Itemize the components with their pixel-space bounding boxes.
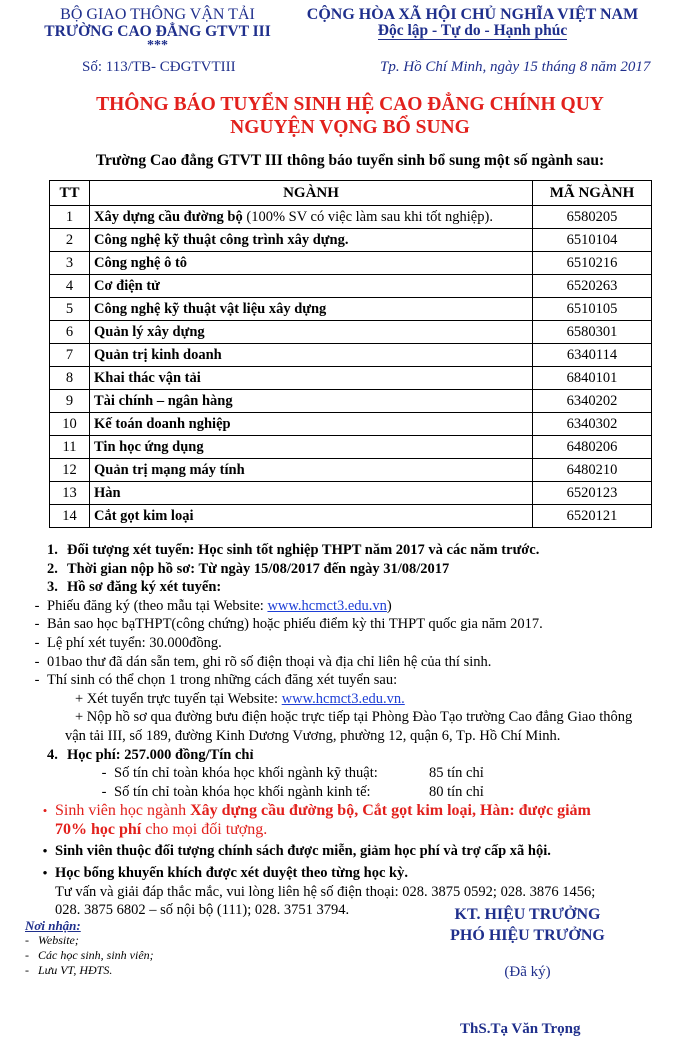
major-name-text: Quản lý xây dựng (94, 323, 205, 340)
major-code: 6340202 (533, 390, 652, 413)
doc-copy-text: Bản sao học bạTHPT(công chứng) hoặc phiếu điểm kỳ thi THPT quốc gia năm 2017. (47, 616, 543, 633)
discount-pre: Sinh viên học ngành (55, 802, 191, 820)
major-name (90, 344, 533, 367)
online-link[interactable]: www.hcmct3.edu.vn. (281, 690, 405, 707)
doc-form-pre: Phiếu đăng ký (theo mẫu tại Website: (47, 597, 268, 614)
credit-label: Số tín chỉ toàn khóa học khối ngành kỹ thuật: (114, 765, 378, 782)
title-line-1: THÔNG BÁO TUYỂN SINH HỆ CAO ĐẲNG CHÍNH QUY (96, 94, 604, 115)
doc-form-text (47, 597, 392, 616)
table-row (50, 206, 652, 229)
policy-notice (35, 842, 662, 861)
dash: - (34, 653, 40, 670)
major-code: 6580301 (533, 321, 652, 344)
school-name: TRƯỜNG CAO ĐẲNG GTVT III (44, 23, 271, 40)
major-name (90, 229, 533, 252)
table-row (50, 229, 652, 252)
recipient-text: Lưu VT, HĐTS. (38, 963, 113, 977)
major-name (90, 206, 533, 229)
item-tuition (47, 746, 662, 765)
major-name-text: Hàn (94, 484, 121, 501)
recipient-text: Các học sinh, sinh viên; (38, 948, 154, 962)
row-number: 4 (50, 275, 90, 298)
table-row (50, 390, 652, 413)
major-name (90, 275, 533, 298)
major-code: 6510105 (533, 298, 652, 321)
signer-block (420, 904, 635, 983)
major-name (90, 482, 533, 505)
major-name (90, 436, 533, 459)
major-name-text: Công nghệ kỹ thuật công trình xây dựng. (94, 231, 349, 248)
discount-text (55, 801, 591, 839)
recipient-text: Website; (38, 933, 79, 947)
republic-name: CỘNG HÒA XÃ HỘI CHỦ NGHĨA VIỆT NAM (306, 6, 639, 23)
major-name-text: Tài chính – ngân hàng (94, 392, 233, 409)
discount-notice (35, 801, 662, 839)
major-name-text: Kế toán doanh nghiệp (94, 415, 231, 432)
dash: - (25, 948, 29, 962)
row-number: 8 (50, 367, 90, 390)
major-name-text: Xây dựng cầu đường bộ (94, 208, 243, 225)
doc-fee (27, 634, 662, 653)
col-tt: TT (50, 181, 90, 206)
credit-tech (47, 764, 662, 783)
item-number: 4. (47, 746, 58, 763)
credit-value: 80 tín chỉ (429, 783, 484, 800)
majors-body (50, 206, 652, 528)
table-row (50, 252, 652, 275)
dash: - (34, 616, 40, 633)
scholarship-notice (35, 864, 662, 883)
doc-envelope-text: 01bao thư đã dán sẵn tem, ghi rõ số điện thoại và địa chỉ liên hệ của thí sinh. (47, 653, 492, 670)
major-name (90, 413, 533, 436)
major-name-text: Công nghệ kỹ thuật vật liệu xây dựng (94, 300, 327, 317)
row-number: 2 (50, 229, 90, 252)
doc-envelope (27, 653, 662, 672)
item-documents (47, 578, 662, 597)
major-name (90, 298, 533, 321)
discount-majors: Xây dựng cầu đường bộ, Cắt gọt kim loại, Hàn: được giảm (190, 802, 591, 820)
admission-info (34, 541, 662, 920)
doc-fee-text: Lệ phí xét tuyển: 30.000đồng. (47, 634, 222, 651)
major-name-text: Cắt gọt kim loại (94, 507, 194, 524)
row-number: 11 (50, 436, 90, 459)
header-stars: *** (147, 38, 168, 53)
method-post-2: vận tải III, số 189, đường Kinh Dương Vương, phường 12, quận 6, Tp. Hồ Chí Minh. (65, 727, 561, 744)
item-number: 1. (47, 542, 58, 558)
row-number: 9 (50, 390, 90, 413)
row-number: 14 (50, 505, 90, 528)
signer-title-1: KT. HIỆU TRƯỞNG (454, 906, 601, 923)
major-name (90, 459, 533, 482)
row-number: 6 (50, 321, 90, 344)
major-code: 6340114 (533, 344, 652, 367)
major-code: 6520123 (533, 482, 652, 505)
row-number: 3 (50, 252, 90, 275)
item-text: Hồ sơ đăng ký xét tuyển: (67, 579, 222, 596)
major-name-text: Công nghệ ô tô (94, 254, 188, 271)
row-number: 1 (50, 206, 90, 229)
major-name-text: Khai thác vận tải (94, 369, 201, 386)
major-name-text: Quản trị kinh doanh (94, 346, 222, 363)
national-motto: Độc lập - Tự do - Hạnh phúc (377, 22, 568, 39)
row-number: 7 (50, 344, 90, 367)
major-code: 6480210 (533, 459, 652, 482)
credit-econ (47, 783, 662, 802)
method-online-text: + Xét tuyển trực tuyến tại Website: (75, 690, 282, 707)
dash: - (101, 765, 107, 782)
signed-note: (Đã ký) (504, 964, 551, 980)
method-online (47, 690, 662, 709)
major-note: (100% SV có việc làm sau khi tốt nghiệp). (242, 208, 493, 225)
dash: - (34, 597, 40, 614)
table-row (50, 321, 652, 344)
table-row (50, 505, 652, 528)
discount-rate: 70% học phí (55, 821, 142, 839)
bullet: • (42, 864, 48, 880)
row-number: 13 (50, 482, 90, 505)
signer-name: ThS.Tạ Văn Trọng (460, 1021, 581, 1037)
bullet: • (42, 803, 48, 819)
col-code: MÃ NGÀNH (533, 181, 652, 206)
major-name-text: Cơ điện tử (94, 277, 160, 294)
dash: - (101, 783, 107, 800)
major-name (90, 367, 533, 390)
major-name (90, 390, 533, 413)
method-post-1: + Nộp hồ sơ qua đường bưu điện hoặc trực tiếp tại Phòng Đào Tạo trường Cao đẳng Giao thông (75, 709, 633, 726)
doc-form (27, 597, 662, 616)
major-code: 6840101 (533, 367, 652, 390)
table-row (50, 298, 652, 321)
item-target (47, 541, 662, 560)
ministry-name: BỘ GIAO THÔNG VẬN TẢI (60, 6, 255, 23)
major-name-text: Tin học ứng dụng (94, 438, 204, 455)
major-code: 6510216 (533, 252, 652, 275)
title-line-2: NGUYỆN VỌNG BỔ SUNG (230, 117, 470, 138)
major-name-text: Quản trị mạng máy tính (94, 461, 245, 478)
place-date: Tp. Hồ Chí Minh, ngày 15 tháng 8 năm 2017 (380, 59, 651, 75)
table-row (50, 436, 652, 459)
dash: - (25, 933, 29, 947)
credit-value: 85 tín chỉ (429, 765, 484, 782)
table-row (50, 413, 652, 436)
recipient-item (25, 948, 154, 963)
major-name (90, 252, 533, 275)
majors-table (49, 180, 652, 528)
item-text: Học phí: 257.000 đồng/Tín chỉ (67, 746, 254, 763)
contact-line-2: 028. 3875 6802 – số nội bộ (111); 028. 3751 3794. (55, 902, 350, 919)
recipient-item (25, 963, 154, 978)
doc-methods (27, 671, 662, 690)
scholarship-text: Học bổng khuyến khích được xét duyệt theo từng học kỳ. (55, 864, 408, 881)
col-major: NGÀNH (90, 181, 533, 206)
major-code: 6480206 (533, 436, 652, 459)
major-code: 6510104 (533, 229, 652, 252)
major-code: 6520121 (533, 505, 652, 528)
major-name (90, 505, 533, 528)
signer-title-2: PHÓ HIỆU TRƯỞNG (450, 927, 605, 944)
policy-text: Sinh viên thuộc đối tượng chính sách được miễn, giảm học phí và trợ cấp xã hội. (55, 843, 551, 860)
item-text: Thời gian nộp hồ sơ: Từ ngày 15/08/2017 đến ngày 31/08/2017 (67, 560, 450, 577)
table-row (50, 344, 652, 367)
major-name (90, 321, 533, 344)
major-code: 6580205 (533, 206, 652, 229)
major-code: 6340302 (533, 413, 652, 436)
bullet: • (42, 843, 48, 859)
dash: - (25, 963, 29, 977)
credit-label: Số tín chỉ toàn khóa học khối ngành kinh tế: (114, 783, 371, 800)
doc-form-post: ) (386, 597, 392, 614)
website-link[interactable]: www.hcmct3.edu.vn (267, 597, 387, 614)
row-number: 5 (50, 298, 90, 321)
contact-line-1: Tư vấn và giải đáp thắc mắc, vui lòng liên hệ số điện thoại: 028. 3875 0592; 028. 3876 1456; (55, 883, 596, 900)
table-row (50, 459, 652, 482)
item-number: 2. (47, 560, 58, 577)
item-deadline (47, 560, 662, 579)
document-title (0, 93, 700, 139)
dash: - (34, 634, 40, 651)
header-left (30, 6, 285, 52)
doc-copy (27, 615, 662, 634)
table-header-row (50, 181, 652, 206)
major-code: 6520263 (533, 275, 652, 298)
document-number: Số: 113/TB- CĐGTVTIII (82, 59, 236, 75)
intro-text: Trường Cao đẳng GTVT III thông báo tuyển sinh bổ sung một số ngành sau: (95, 152, 605, 169)
row-number: 10 (50, 413, 90, 436)
row-number: 12 (50, 459, 90, 482)
discount-post: cho mọi đối tượng. (141, 821, 268, 839)
table-row (50, 275, 652, 298)
item-number: 3. (47, 579, 58, 596)
item-text: Đối tượng xét tuyển: Học sinh tốt nghiệp THPT năm 2017 và các năm trước. (67, 542, 540, 558)
dash: - (34, 672, 40, 689)
recipients (25, 918, 154, 978)
doc-methods-text: Thí sinh có thể chọn 1 trong những cách đăng xét tuyển sau: (47, 672, 398, 689)
table-row (50, 367, 652, 390)
recipients-heading: Nơi nhận: (25, 918, 81, 933)
recipient-item (25, 933, 154, 948)
header-right (300, 6, 645, 40)
table-row (50, 482, 652, 505)
